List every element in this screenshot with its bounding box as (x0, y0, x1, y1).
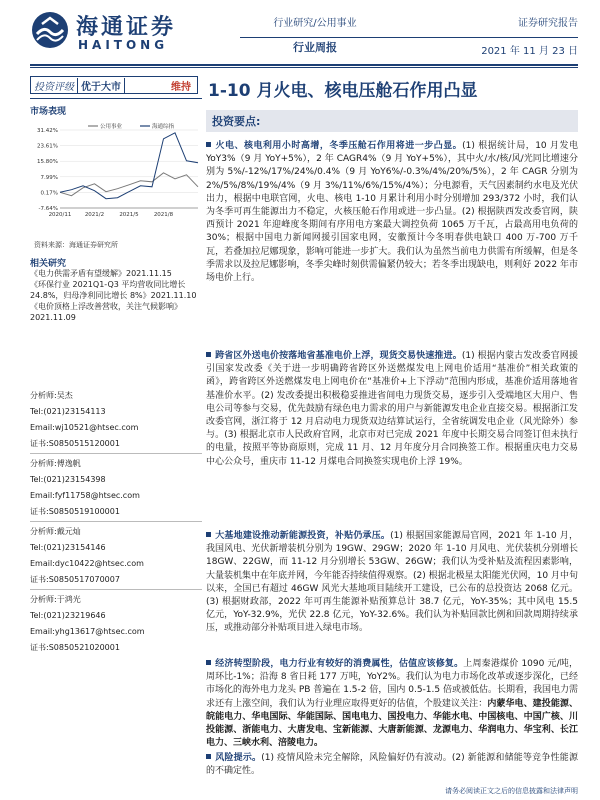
report-kind: 证券研究报告 (518, 18, 578, 29)
key-point-body: 上周秦港煤价 1090 元/吨，周环比-1%；沿海 8 省日耗 177 万吨，YoY2%。我们认为电力市场化改革或逐步深化，已经市场化的海外电力龙头 PB 普遍在 1.5-2 倍，国内 0.5-1.5 倍或被低估。长期看，我国电力需求还有上涨空间，我们认为行业理应取得更好的估值，个股建议关注： (206, 659, 578, 709)
x-tick-label: 2021/2 (84, 212, 105, 218)
key-points-title: 投资要点: (212, 115, 261, 128)
bullet-icon (206, 532, 211, 537)
analyst-tel: Tel:(021)23154398 (30, 475, 106, 484)
bullet-icon (206, 660, 211, 665)
key-point-heading: 大基地建设推动新能源投资，补贴仍承压。 (215, 531, 391, 541)
key-point-heading: 经济转型阶段，电力行业有较好的消费属性，估值应该修复。 (215, 659, 464, 669)
key-point-body: (1) 疫情风险未完全解除，风险偏好仍有波动。(2) 新能源和储能等竞争性能源的不确定性。 (206, 753, 578, 777)
key-point-5 (206, 752, 578, 778)
rating-label: 投资评级 (34, 81, 74, 93)
left-col-divider (30, 98, 202, 99)
legend-label: 海通综指 (152, 124, 175, 130)
analyst-tel: Tel:(021)23154113 (30, 407, 106, 416)
report-type: 行业周报 (293, 41, 337, 54)
related-research-title: 相关研究 (30, 259, 67, 269)
key-point-body: (1) 根据国家能源局官网，2021 年 1-10 月，我国风电、光伏新增装机分别为 19GW、29GW；2020 年 1-10 月风电、光伏装机分别增长 18GW、22GW，而 11-12 月分别增长 53GW、26GW；我们认为受补贴及流程因素影响，大量装机集中在年底并网，今年能否持续值得观察。(2) 根据北极星太阳能光伏网，10 月中旬以来，全国已有超过 46GW 风光大基地项目陆续开工建设，已公布的总投资达 2068 亿元。(3) 根据财政部，2022 年可再生能源补贴预算总计 38.7 亿元，YoY-35%；其中风电 15.5 亿元，YoY-32.9%，光伏 22.8 亿元，YoY-32.6%。我们认为补贴回款比例和回款周期持续承压，或推动部分补贴项目进入绿电市场。 (206, 531, 578, 634)
related-research-item[interactable]: 《电价顶格上浮改善营收，关注气候影响》2021.11.09 (30, 302, 182, 322)
header-bottom-rule (30, 64, 578, 66)
logo-chinese-name: 海通证券 (76, 15, 177, 40)
y-tick-label: 15.80% (37, 159, 58, 166)
analyst-tel: Tel:(021)23154146 (30, 543, 106, 552)
report-date: 2021 年 11 月 23 日 (481, 46, 578, 57)
y-tick-label: 31.42% (37, 128, 58, 134)
key-points-bar (206, 110, 578, 132)
series-lines (60, 133, 198, 199)
legend-label: 公用事业 (100, 124, 123, 130)
related-research-list (30, 268, 202, 323)
bullet-icon (206, 142, 211, 147)
x-tick-label: 2021/5 (119, 212, 139, 218)
footer-disclaimer: 请务必阅读正文之后的信息披露和法律声明 (445, 787, 578, 795)
bullet-icon (206, 754, 211, 759)
x-tick-labels (49, 208, 198, 218)
bullet-icon (206, 352, 211, 357)
chart-source: 资料来源：海通证券研究所 (34, 241, 118, 249)
header-right-block (481, 14, 578, 57)
y-tick-label: 7.99% (40, 174, 58, 181)
header-divider (240, 37, 578, 38)
y-tick-labels (37, 128, 198, 212)
analyst-email[interactable]: Email:yhg13617@htsec.com (30, 627, 145, 636)
x-tick-label: 2020/11 (48, 212, 72, 218)
logo-english-name: HAITONG (78, 38, 169, 52)
analyst-name: 分析师:傅逸帆 (30, 459, 81, 468)
analyst-cert: 证书:S0850517070007 (30, 575, 120, 584)
key-point-2 (206, 350, 578, 469)
related-research-item[interactable]: 《电力供需矛盾有望缓解》2021.11.15 (30, 269, 172, 278)
analyst-divider (30, 453, 202, 454)
rating-value: 优于大市 (77, 78, 125, 93)
rating-action: 维持 (171, 81, 191, 93)
recommended-stocks: 内蒙华电、建投能源、皖能电力、华电国际、华能国际、国电电力、国投电力、华能水电、中国核电、中国广核、川投能源、浙能电力、大唐发电、宝新能源、大唐新能源、龙源电力、华润电力、华宝利、长江电力、三峡水利、涪陵电力。 (206, 698, 578, 749)
key-point-body: (1) 根据内蒙古发改委官网援引国家发改委《关于进一步明确跨省跨区外送燃煤发电上网电价适用“基准价”相关政策的函》，跨省跨区外送燃煤发电上网电价在“基准价+上下浮动”范围内形成，基准价适用落地省基准价水平。(2) 发改委提出积极稳妥推进省间电力现货交易，逐步引入受端地区大用户、售电公司等参与交易，优先鼓励有绿色电力需求的用户与新能源发电企业直接交易。根据浙江发改委官网，浙江将于 12 月启动电力现货双边结算试运行，全省统调发电企业（风光除外）参与。(3) 根据北京市人民政府官网，北京市对已完成 2021 年度中长期交易合同签订但未执行的电量，按照平等协商原则，完成 11 月、12 月年度分月合同换签工作。根据重庆电力交易中心公众号，重庆市 11-12 月煤电合同换签实现电价上浮 19%。 (206, 351, 578, 467)
logo (30, 8, 200, 56)
y-tick-label: -7.64% (38, 206, 58, 212)
report-category: 行业研究/公用事业 (273, 18, 357, 29)
key-point-heading: 跨省区外送电价按落地省基准电价上浮，现货交易快速推进。 (215, 351, 462, 361)
report-header (0, 0, 600, 64)
analyst-cert: 证书:S0850519100001 (30, 507, 120, 516)
related-research-item[interactable]: 《环保行业 2021Q1-Q3 平均营收同比增长 24.8%，归母净利同比增长 8%》2021.11.10 (30, 280, 197, 300)
analyst-contacts (30, 388, 202, 656)
analyst-divider (30, 521, 202, 522)
analyst-name: 分析师:戴元灿 (30, 527, 81, 536)
key-point-4 (206, 658, 578, 750)
chart-legend (88, 122, 175, 130)
analyst-block (30, 388, 202, 452)
y-tick-label: 0.17% (40, 190, 58, 197)
analyst-cert: 证书:S0850515120001 (30, 439, 120, 448)
analyst-email[interactable]: Email:wj10521@htsec.com (30, 423, 139, 432)
analyst-block (30, 592, 202, 656)
header-bottom-rule-thin (30, 67, 578, 68)
analyst-block (30, 456, 202, 520)
analyst-name: 分析师:吴杰 (30, 391, 73, 400)
y-tick-label: 23.61% (37, 143, 58, 150)
haitong-logo-icon (30, 10, 70, 50)
market-performance-chart (30, 122, 202, 226)
x-tick-label: 2021/8 (153, 212, 174, 218)
key-points-header (206, 110, 578, 132)
key-point-3 (206, 530, 578, 636)
analyst-email[interactable]: Email:fyf11758@htsec.com (30, 491, 140, 500)
header-category-block (260, 14, 370, 55)
analyst-name: 分析师:于鸿光 (30, 595, 81, 604)
analyst-email[interactable]: Email:dyc10422@htsec.com (30, 559, 144, 568)
analyst-block (30, 524, 202, 588)
key-point-heading: 风险提示。 (215, 753, 262, 763)
analyst-tel: Tel:(021)23219646 (30, 611, 106, 620)
key-point-body: (1) 根据统计局，10 月发电 YoY3%（9 月 YoY+5%），2 年 CAGR4%（9 月 YoY+5%），其中火/水/核/风/光同比增速分别为 5%/-12%/17%/24%/0.4%（9 月 YoY6%/-0.3%/4%/20%/5%），2 年 CAGR 分别为 2%/5%/8%/19%/4%（9 月 3%/11%/6%/15%/4%）；分电源看，天气因素制约水电及光伏出力，根据中电联官网，火电、核电 1-10 月累计利用小时分别增加 293/372 小时，我们认为冬季可再生能源出力不稳定，火核压舱石作用或进一步凸显。(2) 根据陕西发改委官网，陕西预计 2021 年迎峰度冬期间有序用电方案最大调控负荷 1065 万千瓦，占最高用电负荷的 30%；根据中国电力新闻网援引国家电网，安徽预计今冬明春供电缺口 400 万-700 万千瓦，若叠加拉尼娜现象，影响可能进一步扩大。我们认为虽然当前电力供需有所缓解，但是冬季需求以及拉尼娜影响，冬季尖峰时刻供需偏紧仍较大；若冬季出现缺电，则利好 2022 年市场电价上行。 (206, 141, 578, 284)
investment-rating (30, 76, 198, 94)
key-point-heading: 火电、核电利用小时高增，冬季压舱石作用将进一步凸显。 (215, 141, 463, 151)
report-title: 1-10 月火电、核电压舱石作用凸显 (208, 81, 478, 101)
market-performance-title: 市场表现 (30, 107, 67, 117)
key-point-1 (206, 140, 578, 285)
analyst-divider (30, 589, 202, 590)
analyst-cert: 证书:S0850521020001 (30, 643, 120, 652)
